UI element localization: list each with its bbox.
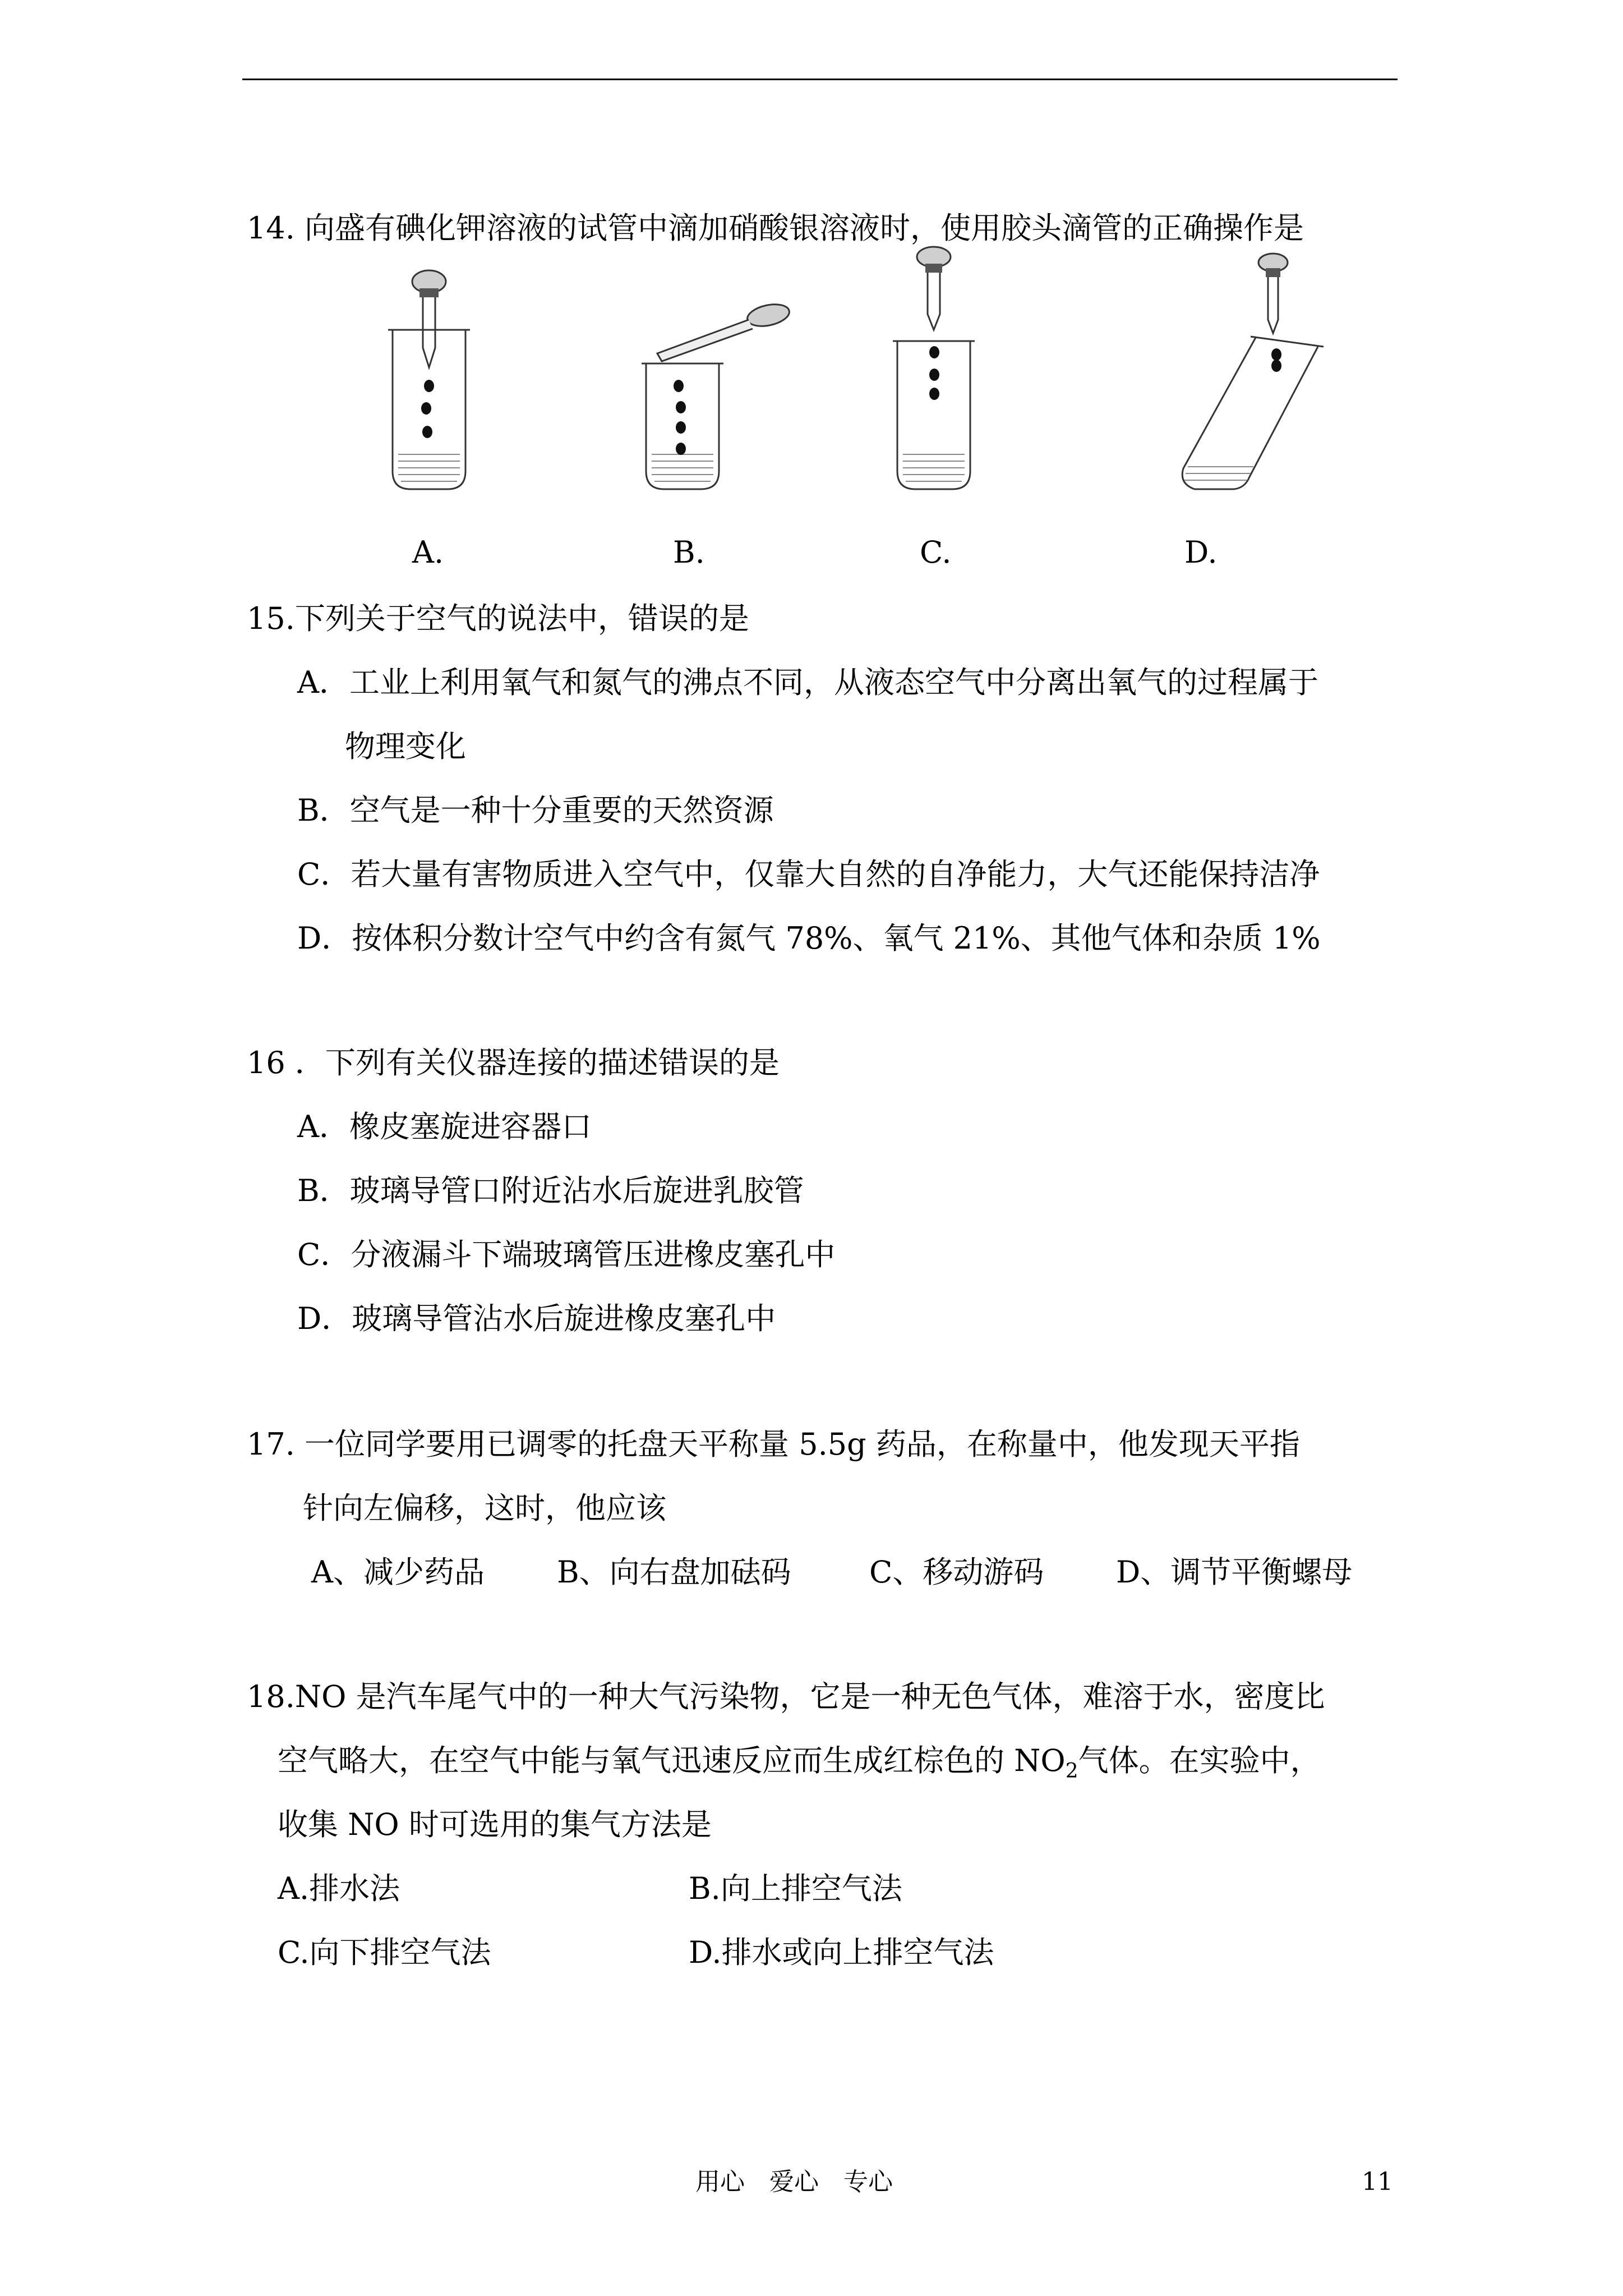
q18-stem: 18.NO 是汽车尾气中的一种大气污染物，它是一种无色气体，难溶于水，密度比 bbox=[247, 1679, 1325, 1714]
q18-line2-post: 气体。在实验中， bbox=[1078, 1743, 1321, 1778]
q16-option-c: C．分液漏斗下端玻璃管压进橡皮塞孔中 bbox=[297, 1237, 836, 1272]
q14-stem: 14. 向盛有碘化钾溶液的试管中滴加硝酸银溶液时，使用胶头滴管的正确操作是 bbox=[247, 210, 1304, 246]
q17-stem-cont: 针向左偏移，这时，他应该 bbox=[303, 1490, 666, 1526]
no2-subscript: 2 bbox=[1065, 1759, 1078, 1783]
q15-option-c: C．若大量有害物质进入空气中，仅靠大自然的自净能力，大气还能保持洁净 bbox=[297, 857, 1320, 892]
q16-option-b: B．玻璃导管口附近沾水后旋进乳胶管 bbox=[297, 1173, 804, 1208]
q17-option-a: A、减少药品 bbox=[311, 1554, 485, 1590]
q15-option-a: A．工业上利用氧气和氮气的沸点不同，从液态空气中分离出氧气的过程属于 bbox=[297, 665, 1318, 700]
q16-option-d: D．玻璃导管沾水后旋进橡皮塞孔中 bbox=[297, 1301, 776, 1336]
q18-stem-cont bbox=[278, 1741, 1321, 1791]
q18-stem-cont2: 收集 NO 时可选用的集气方法是 bbox=[278, 1807, 712, 1842]
page-number: 11 bbox=[1362, 2168, 1393, 2196]
header-rule bbox=[242, 79, 1398, 80]
q16-option-a: A．橡皮塞旋进容器口 bbox=[297, 1109, 592, 1144]
q14-option-b: B. bbox=[673, 535, 705, 570]
q14-option-c: C. bbox=[920, 535, 952, 570]
q15-option-a-cont: 物理变化 bbox=[345, 729, 466, 764]
q15-stem: 15.下列关于空气的说法中，错误的是 bbox=[247, 601, 749, 636]
q18-option-d: D.排水或向上排空气法 bbox=[689, 1935, 994, 1970]
q14-option-a: A. bbox=[412, 535, 444, 570]
q15-option-b: B．空气是一种十分重要的天然资源 bbox=[297, 793, 774, 828]
figure-c-dropper-vertical-above bbox=[886, 241, 981, 499]
q17-option-d: D、调节平衡螺母 bbox=[1116, 1554, 1353, 1590]
q14-option-d: D. bbox=[1184, 535, 1218, 570]
q16-stem: 16 ．下列有关仪器连接的描述错误的是 bbox=[247, 1045, 780, 1080]
figure-b-dropper-tilted bbox=[634, 264, 802, 499]
q15-option-d: D．按体积分数计空气中约含有氮气 78%、氧气 21%、其他气体和杂质 1% bbox=[297, 921, 1321, 956]
q17-option-c: C、移动游码 bbox=[869, 1554, 1044, 1590]
figure-d-tube-tilted bbox=[1166, 247, 1335, 499]
q18-option-a: A.排水法 bbox=[278, 1871, 400, 1906]
q17-stem: 17. 一位同学要用已调零的托盘天平称量 5.5g 药品，在称量中，他发现天平指 bbox=[247, 1427, 1300, 1462]
figure-a-dropper-inside-tube bbox=[381, 264, 477, 499]
q17-option-b: B、向右盘加砝码 bbox=[557, 1554, 791, 1590]
q18-line2-pre: 空气略大，在空气中能与氧气迅速反应而生成红棕色的 NO bbox=[278, 1743, 1066, 1778]
q14-figures bbox=[370, 264, 1324, 505]
q18-option-c: C.向下排空气法 bbox=[278, 1935, 491, 1970]
q18-option-b: B.向上排空气法 bbox=[689, 1871, 902, 1906]
footer-motto: 用心 爱心 专心 bbox=[695, 2168, 893, 2196]
